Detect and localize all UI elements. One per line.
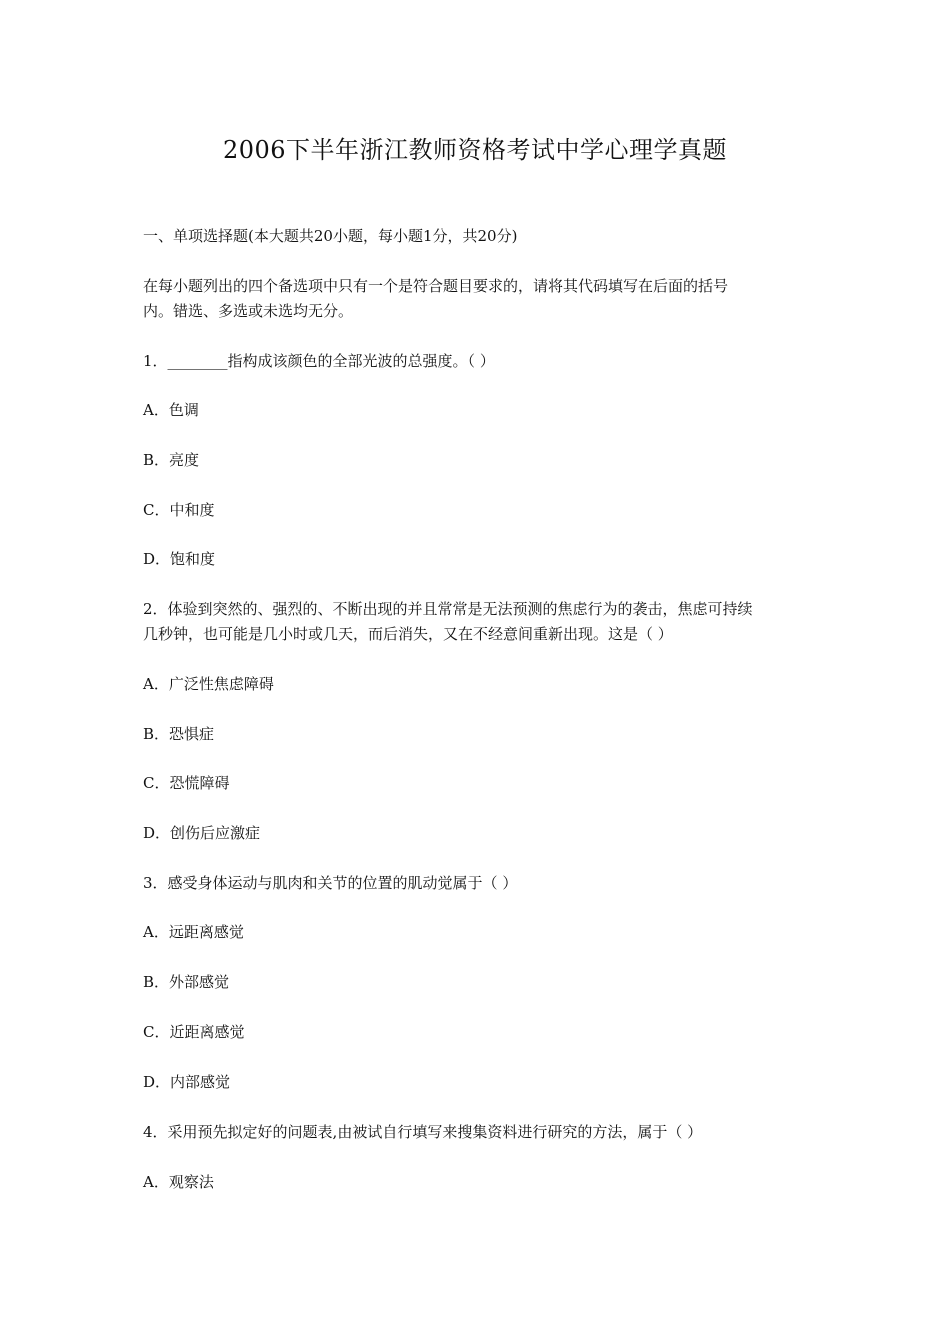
- question-2-stem: 几秒钟，也可能是几小时或几天，而后消失，又在不经意间重新出现。这是（ ）: [143, 625, 673, 643]
- question-1-option-a: A．色调: [143, 401, 199, 419]
- question-3-option-c: C．近距离感觉: [143, 1023, 245, 1041]
- question-2-option-c: C．恐慌障碍: [143, 774, 230, 792]
- question-2-option-b: B．恐惧症: [143, 725, 215, 743]
- instructions-line: 内。错选、多选或未选均无分。: [143, 302, 354, 320]
- question-3-option-d: D．内部感觉: [143, 1073, 231, 1091]
- question-1-option-b: B．亮度: [143, 451, 200, 469]
- question-2-stem: 2．体验到突然的、强烈的、不断出现的并且常常是无法预测的焦虑行为的袭击，焦虑可持续: [143, 600, 753, 618]
- question-4-option-a: A．观察法: [143, 1173, 214, 1191]
- section-heading: 一、单项选择题(本大题共20小题，每小题1分，共20分): [143, 227, 518, 245]
- question-1-stem: 1．________指构成该颜色的全部光波的总强度。（ ）: [143, 352, 495, 370]
- question-3-option-b: B．外部感觉: [143, 973, 230, 991]
- question-3-option-a: A．远距离感觉: [143, 923, 244, 941]
- instructions-line: 在每小题列出的四个备选项中只有一个是符合题目要求的，请将其代码填写在后面的括号: [143, 277, 729, 295]
- question-1-option-d: D．饱和度: [143, 550, 216, 568]
- question-2-option-a: A．广泛性焦虑障碍: [143, 675, 274, 693]
- question-3-stem: 3．感受身体运动与肌肉和关节的位置的肌动觉属于（ ）: [143, 874, 518, 892]
- question-4-stem: 4．采用预先拟定好的问题表,由被试自行填写来搜集资料进行研究的方法，属于（ ）: [143, 1123, 703, 1141]
- question-1-option-c: C．中和度: [143, 501, 215, 519]
- question-2-option-d: D．创伤后应激症: [143, 824, 261, 842]
- document-title: 2006下半年浙江教师资格考试中学心理学真题: [222, 136, 728, 164]
